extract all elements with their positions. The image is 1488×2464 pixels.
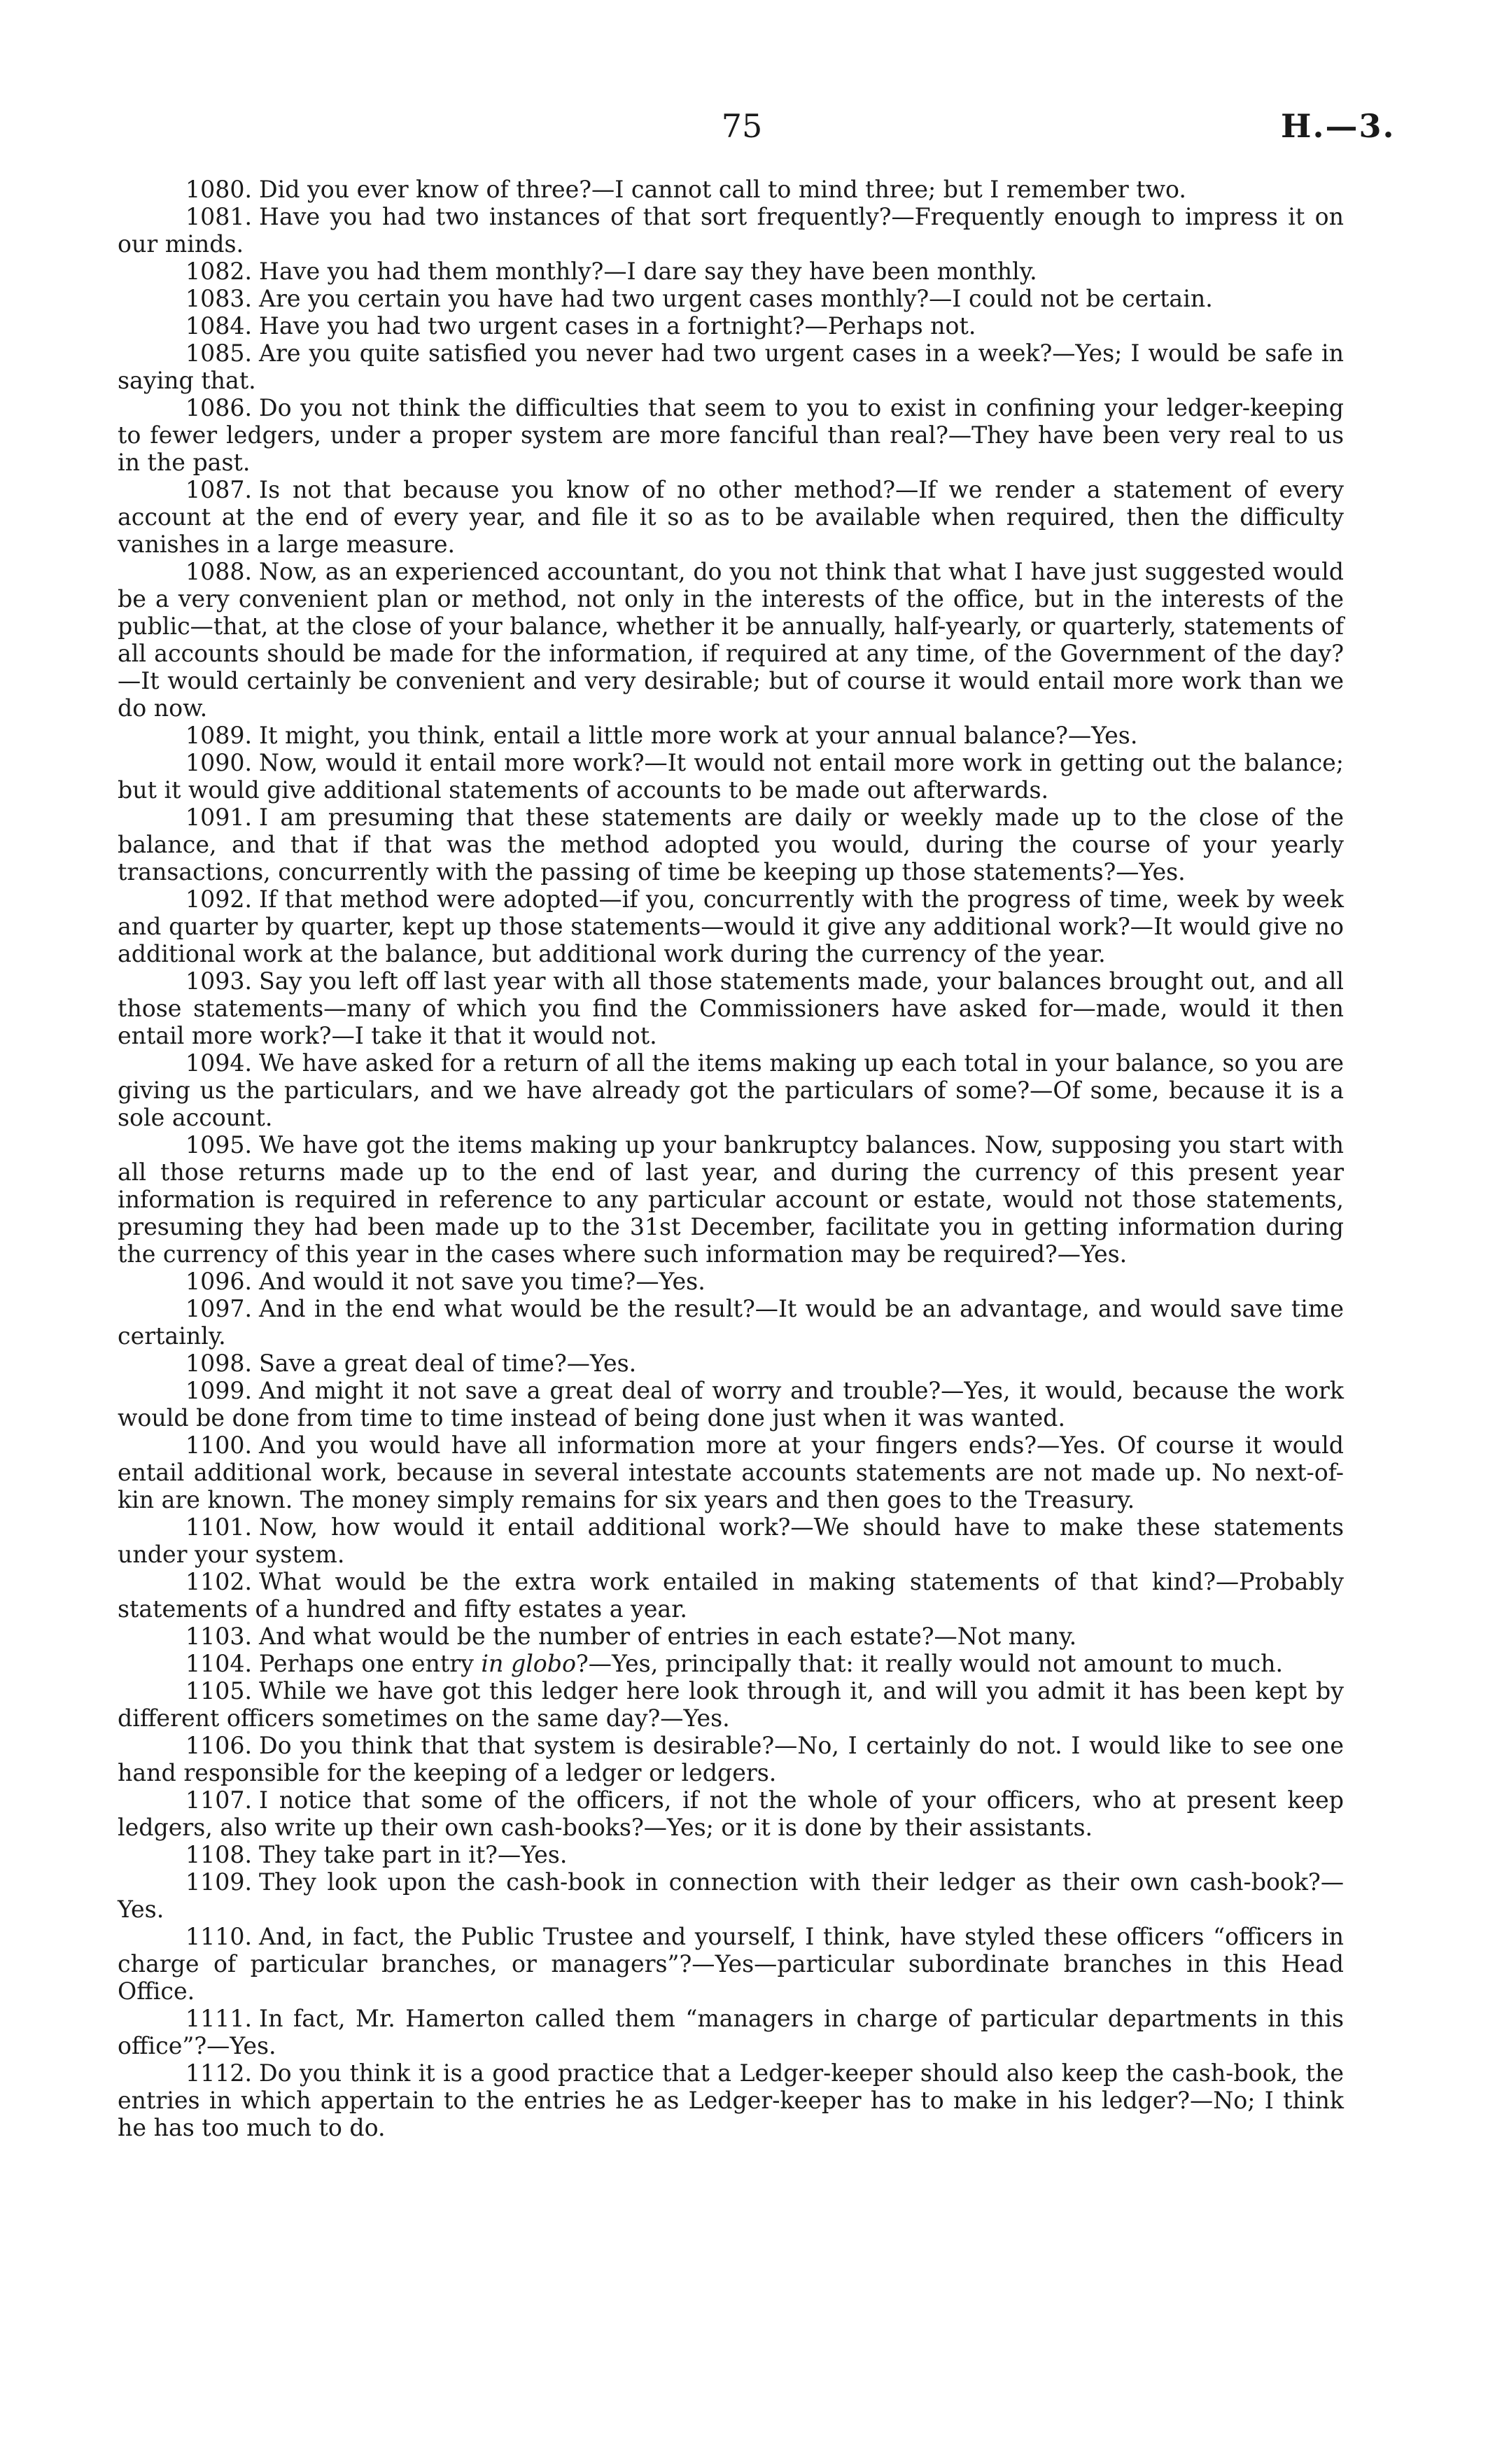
question-paragraph	[118, 1268, 1344, 1295]
question-text: Now, would it entail more work?—It would not entail more work in getting out the balance; but it would give additional statements of accounts to be made out afterwards.	[118, 749, 1344, 804]
question-paragraph	[118, 1650, 1344, 1677]
question-number: 1081.	[185, 203, 253, 230]
testimony-body	[118, 176, 1344, 2141]
question-text: They take part in it?—Yes.	[259, 1841, 568, 1868]
question-paragraph	[118, 1623, 1344, 1650]
question-paragraph	[118, 1841, 1344, 1868]
question-paragraph	[118, 1131, 1344, 1268]
question-paragraph	[118, 2059, 1344, 2141]
question-number: 1083.	[185, 285, 253, 312]
question-number: 1099.	[185, 1377, 253, 1404]
question-number: 1102.	[185, 1568, 253, 1595]
question-paragraph	[118, 1868, 1344, 1923]
question-paragraph	[118, 722, 1344, 749]
question-paragraph	[118, 1568, 1344, 1623]
question-text: Do you think that that system is desirable?—No, I certainly do not. I would like to see one hand responsible for the keeping of a ledger or ledgers.	[118, 1732, 1344, 1786]
question-number: 1098.	[185, 1350, 253, 1377]
question-text: Now, as an experienced accountant, do you not think that what I have just suggested would be a very convenient plan or method, not only in the interests of the office, but in the interests of the public—that, at the close of your balance, whether it be annually, half-yearly, or quarterly, statements of all accounts should be made for the information, if required at any time, of the Government of the day?—It would certainly be convenient and very desirable; but of course it would entail more work than we do now.	[118, 558, 1344, 722]
question-paragraph	[118, 1513, 1344, 1568]
question-number: 1101.	[185, 1513, 253, 1541]
question-paragraph	[118, 1377, 1344, 1432]
question-text: And might it not save a great deal of worry and trouble?—Yes, it would, because the work would be done from time to time instead of being done just when it was wanted.	[118, 1377, 1344, 1432]
question-paragraph	[118, 176, 1344, 203]
question-number: 1088.	[185, 558, 253, 585]
question-text: Do you think it is a good practice that a Ledger-keeper should also keep the cash-book, the entries in which appertain to the entries he as Ledger-keeper has to make in his ledger?—No; I think he has too much to do.	[118, 2059, 1344, 2141]
question-number: 1105.	[185, 1677, 253, 1704]
question-text: It might, you think, entail a little more work at your annual balance?—Yes.	[259, 722, 1138, 749]
question-paragraph	[118, 340, 1344, 394]
question-paragraph	[118, 1786, 1344, 1841]
question-text: Are you certain you have had two urgent cases monthly?—I could not be certain.	[259, 285, 1213, 312]
question-text: And what would be the number of entries in each estate?—Not many.	[259, 1623, 1077, 1650]
question-number: 1097.	[185, 1295, 253, 1322]
question-text: While we have got this ledger here look through it, and will you admit it has been kept by different officers sometimes on the same day?—Yes.	[118, 1677, 1344, 1732]
question-text: In fact, Mr. Hamerton called them “managers in charge of particular departments in this office”?—Yes.	[118, 2005, 1344, 2059]
question-paragraph	[118, 476, 1344, 558]
question-text: Did you ever know of three?—I cannot call to mind three; but I remember two.	[259, 176, 1186, 203]
question-number: 1107.	[185, 1786, 253, 1814]
question-number: 1080.	[185, 176, 253, 203]
question-paragraph	[118, 804, 1344, 886]
question-text: Have you had them monthly?—I dare say they have been monthly.	[259, 258, 1037, 285]
question-text: Do you not think the difficulties that seem to you to exist in confining your ledger-keeping to fewer ledgers, under a proper system are more fanciful than real?—They have been very real to us in the past.	[118, 394, 1344, 476]
document-reference: H.—3.	[1281, 107, 1396, 145]
question-number: 1111.	[185, 2005, 253, 2032]
question-text: Have you had two instances of that sort frequently?—Frequently enough to impress it on our minds.	[118, 203, 1344, 258]
question-number: 1104.	[185, 1650, 253, 1677]
question-paragraph	[118, 1295, 1344, 1350]
question-number: 1082.	[185, 258, 253, 285]
question-text: Save a great deal of time?—Yes.	[259, 1350, 637, 1377]
question-text: And, in fact, the Public Trustee and yourself, I think, have styled these officers “officers in charge of particular branches, or managers”?—Yes—particular subordinate branches in this Head Office.	[118, 1923, 1344, 2005]
question-number: 1089.	[185, 722, 253, 749]
page-header	[0, 105, 1488, 154]
question-number: 1086.	[185, 394, 253, 421]
question-number: 1084.	[185, 312, 253, 340]
question-paragraph	[118, 967, 1344, 1049]
question-text: Have you had two urgent cases in a fortnight?—Perhaps not.	[259, 312, 976, 340]
question-paragraph	[118, 2005, 1344, 2059]
question-number: 1112.	[185, 2059, 253, 2087]
question-number: 1103.	[185, 1623, 253, 1650]
question-text-continued: ?—Yes, principally that: it really would not amount to much.	[576, 1650, 1284, 1677]
italic-phrase: in globo	[481, 1650, 577, 1677]
question-paragraph	[118, 558, 1344, 722]
question-text: Now, how would it entail additional work?—We should have to make these statements under your system.	[118, 1513, 1344, 1568]
question-paragraph	[118, 258, 1344, 285]
question-text: Are you quite satisfied you never had two urgent cases in a week?—Yes; I would be safe in saying that.	[118, 340, 1344, 394]
question-text: They look upon the cash-book in connection with their ledger as their own cash-book?—Yes.	[118, 1868, 1344, 1923]
question-number: 1108.	[185, 1841, 253, 1868]
question-paragraph	[118, 1350, 1344, 1377]
question-text: I am presuming that these statements are daily or weekly made up to the close of the balance, and that if that was the method adopted you would, during the course of your yearly transactions, concurrently with the passing of time be keeping up those statements?—Yes.	[118, 804, 1344, 886]
question-paragraph	[118, 1923, 1344, 2005]
question-number: 1094.	[185, 1049, 253, 1077]
question-paragraph	[118, 886, 1344, 967]
question-text: And you would have all information more at your fingers ends?—Yes. Of course it would entail additional work, because in several intestate accounts statements are not made up. No next-of-kin are known. The money simply remains for six years and then goes to the Treasury.	[118, 1432, 1344, 1513]
question-paragraph	[118, 394, 1344, 476]
question-text: Perhaps one entry	[259, 1650, 482, 1677]
question-number: 1087.	[185, 476, 253, 503]
question-paragraph	[118, 1732, 1344, 1786]
question-text: We have got the items making up your bankruptcy balances. Now, supposing you start with all those returns made up to the end of last year, and during the currency of this present year information is required in reference to any particular account or estate, would not those statements, presuming they had been made up to the 31st December, facilitate you in getting information during the currency of this year in the cases where such information may be required?—Yes.	[118, 1131, 1344, 1268]
question-number: 1110.	[185, 1923, 253, 1950]
question-text: We have asked for a return of all the items making up each total in your balance, so you are giving us the particulars, and we have already got the particulars of some?—Of some, because it is a sole account.	[118, 1049, 1344, 1131]
question-paragraph	[118, 203, 1344, 258]
question-paragraph	[118, 1677, 1344, 1732]
question-text: And would it not save you time?—Yes.	[259, 1268, 706, 1295]
question-paragraph	[118, 749, 1344, 804]
question-text: Is not that because you know of no other method?—If we render a statement of every account at the end of every year, and file it so as to be available when required, then the difficulty vanishes in a large measure.	[118, 476, 1344, 558]
question-text: Say you left off last year with all those statements made, your balances brought out, and all those statements—many of which you find the Commissioners have asked for—made, would it then entail more work?—I take it that it would not.	[118, 967, 1344, 1049]
question-paragraph	[118, 312, 1344, 340]
question-number: 1095.	[185, 1131, 253, 1158]
question-text: I notice that some of the officers, if not the whole of your officers, who at present keep ledgers, also write up their own cash-books?—Yes; or it is done by their assistants.	[118, 1786, 1344, 1841]
question-paragraph	[118, 285, 1344, 312]
question-number: 1091.	[185, 804, 253, 831]
question-number: 1093.	[185, 967, 253, 995]
question-text: And in the end what would be the result?—It would be an advantage, and would save time certainly.	[118, 1295, 1344, 1350]
question-number: 1092.	[185, 886, 253, 913]
question-paragraph	[118, 1049, 1344, 1131]
question-number: 1085.	[185, 340, 253, 367]
question-text: If that method were adopted—if you, concurrently with the progress of time, week by week and quarter by quarter, kept up those statements—would it give any additional work?—It would give no additional work at the balance, but additional work during the currency of the year.	[118, 886, 1344, 967]
question-number: 1109.	[185, 1868, 253, 1896]
page-number: 75	[721, 107, 763, 145]
question-number: 1106.	[185, 1732, 253, 1759]
question-paragraph	[118, 1432, 1344, 1513]
question-number: 1100.	[185, 1432, 253, 1459]
question-number: 1090.	[185, 749, 253, 776]
question-number: 1096.	[185, 1268, 253, 1295]
question-text: What would be the extra work entailed in making statements of that kind?—Probably statements of a hundred and fifty estates a year.	[118, 1568, 1344, 1623]
